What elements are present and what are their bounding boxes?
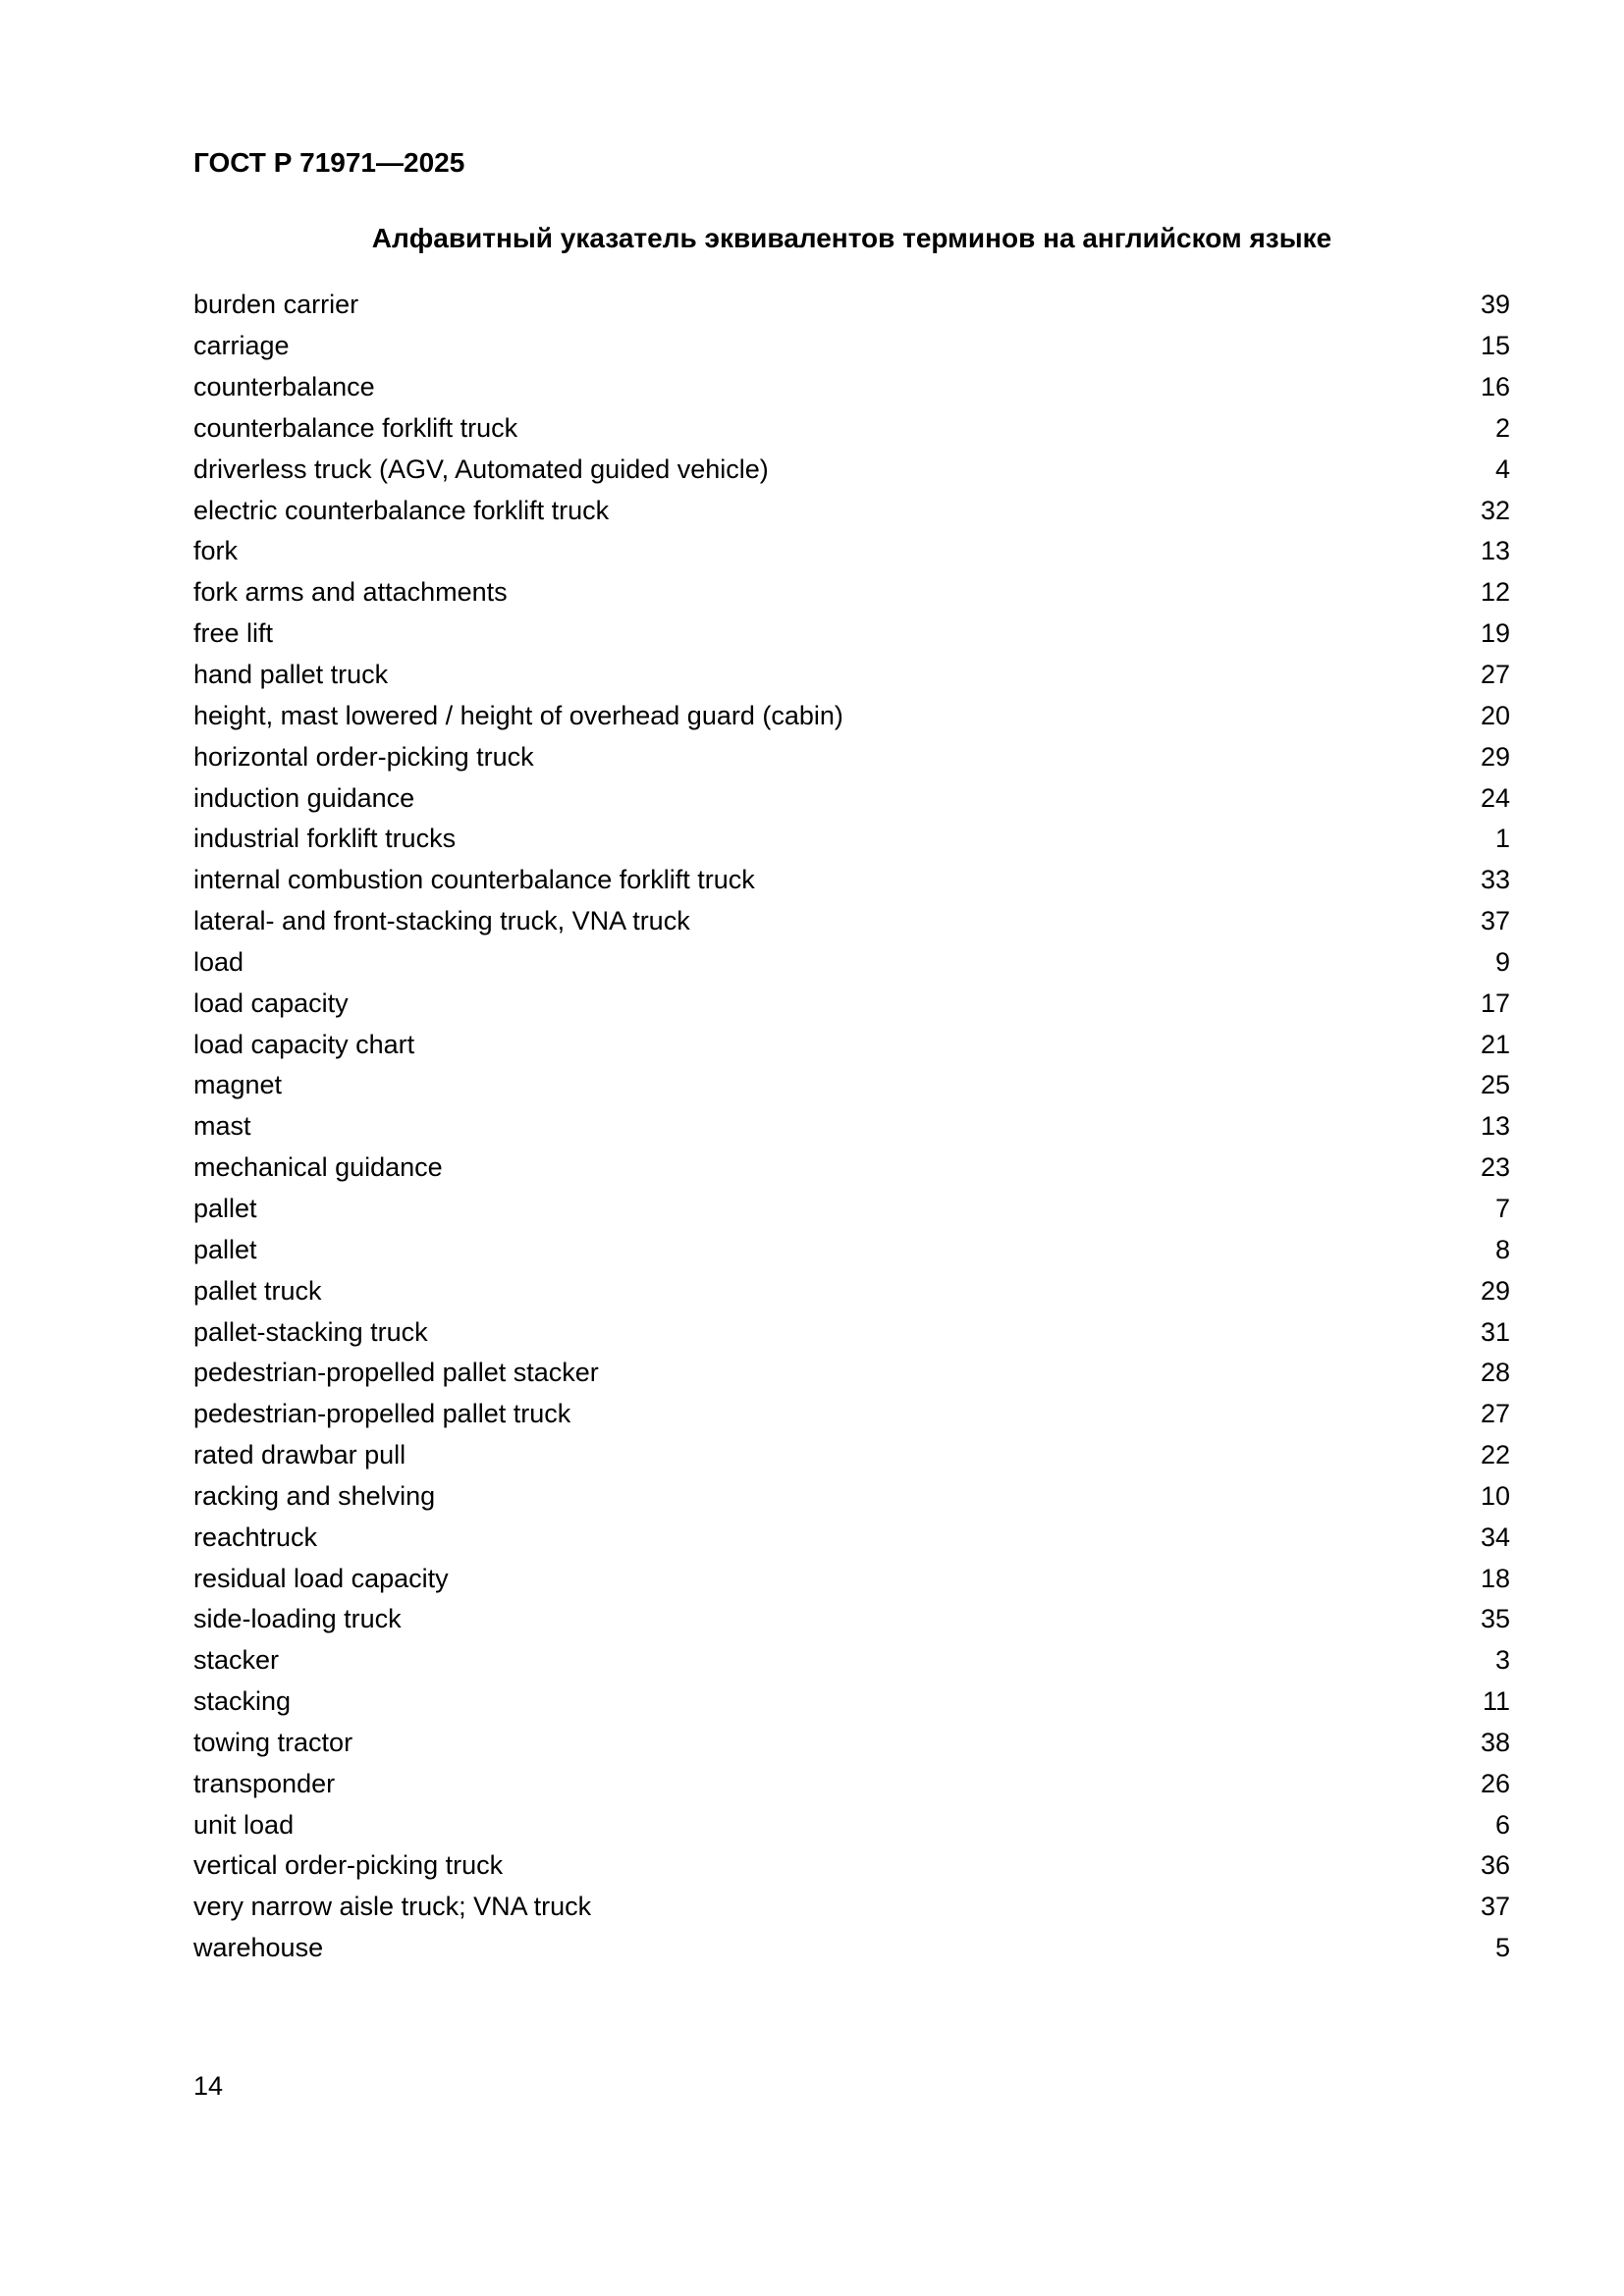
index-entry-row [193,655,1510,696]
index-term: racking and shelving [193,1480,436,1511]
index-page-number: 38 [1480,1727,1510,1757]
index-term: burden carrier [193,290,359,320]
index-page-number: 4 [1494,454,1510,484]
index-page-number: 36 [1480,1850,1510,1881]
index-term: side-loading truck [193,1604,402,1634]
index-entry-row [193,614,1510,655]
index-page-number: 29 [1480,1275,1510,1306]
index-entry-row [193,983,1510,1024]
index-term: unit load [193,1809,295,1840]
index-page-number: 27 [1480,660,1510,690]
index-page-number: 1 [1494,824,1510,854]
index-page-number: 35 [1480,1604,1510,1634]
index-entry-row [193,695,1510,736]
alphabetical-index-list [193,285,1510,1969]
index-entry-row [193,1599,1510,1640]
index-entry-row [193,572,1510,614]
index-entry-row [193,490,1510,531]
index-entry-row [193,1640,1510,1682]
index-entry-row [193,777,1510,819]
index-term: towing tractor [193,1727,353,1757]
index-page-number: 17 [1480,988,1510,1018]
index-term: internal combustion counterbalance forklift truck [193,865,755,895]
index-page-number: 13 [1480,1111,1510,1142]
index-term: mast [193,1111,251,1142]
page-number: 14 [193,2071,224,2101]
index-page-number: 18 [1480,1563,1510,1593]
index-page-number: 2 [1494,412,1510,443]
index-entry-row [193,408,1510,450]
index-term: horizontal order-picking truck [193,741,534,772]
index-entry-row [193,1394,1510,1435]
index-term: counterbalance [193,372,375,402]
index-page-number: 32 [1480,495,1510,525]
index-term: counterbalance forklift truck [193,412,518,443]
index-entry-row [193,326,1510,367]
index-entry-row [193,1763,1510,1804]
index-entry-row [193,1682,1510,1723]
index-page-number: 16 [1480,372,1510,402]
index-term: induction guidance [193,782,415,813]
index-entry-row [193,860,1510,901]
index-page-number: 37 [1480,906,1510,936]
index-page-number: 37 [1480,1892,1510,1922]
index-page-number: 25 [1480,1070,1510,1100]
index-page-number: 10 [1480,1480,1510,1511]
index-entry-row [193,942,1510,984]
index-entry-row [193,1189,1510,1230]
index-term: residual load capacity [193,1563,449,1593]
index-term: pallet truck [193,1275,322,1306]
index-term: transponder [193,1768,336,1798]
index-entry-row [193,901,1510,942]
index-entry-row [193,1804,1510,1845]
index-page-number: 9 [1494,946,1510,977]
index-entry-row [193,1723,1510,1764]
index-page-number: 31 [1480,1316,1510,1347]
index-term: pedestrian-propelled pallet stacker [193,1358,599,1388]
index-term: pallet [193,1193,257,1223]
index-term: industrial forklift trucks [193,824,457,854]
index-entry-row [193,736,1510,777]
index-page-number: 34 [1480,1522,1510,1552]
index-term: lateral- and front-stacking truck, VNA truck [193,906,690,936]
index-term: height, mast lowered / height of overhead guard (cabin) [193,700,843,730]
index-page-number: 22 [1480,1440,1510,1470]
index-page-number: 6 [1494,1809,1510,1840]
index-page-number: 13 [1480,536,1510,566]
index-entry-row [193,449,1510,490]
index-entry-row [193,1517,1510,1558]
index-term: carriage [193,331,290,361]
index-term: stacker [193,1645,280,1676]
index-page-number: 11 [1482,1686,1510,1717]
index-entry-row [193,1311,1510,1353]
index-page-number: 29 [1480,741,1510,772]
index-title: Алфавитный указатель эквивалентов терминов на английском языке [371,223,1332,253]
index-term: warehouse [193,1933,324,1963]
index-page-number: 39 [1480,290,1510,320]
document-number-header: ГОСТ Р 71971—2025 [193,147,465,178]
index-page-number: 15 [1480,331,1510,361]
index-entry-row [193,1148,1510,1189]
index-entry-row [193,1887,1510,1928]
index-entry-row [193,1065,1510,1106]
index-page-number: 23 [1480,1152,1510,1183]
index-term: magnet [193,1070,283,1100]
index-entry-row [193,531,1510,572]
index-page-number: 19 [1480,618,1510,649]
index-term: mechanical guidance [193,1152,443,1183]
index-entry-row [193,1475,1510,1517]
index-page-number: 20 [1480,700,1510,730]
index-entry-row [193,819,1510,860]
index-entry-row [193,1024,1510,1065]
index-entry-row [193,1229,1510,1270]
index-entry-row [193,367,1510,408]
index-entry-row [193,285,1510,326]
index-term: pedestrian-propelled pallet truck [193,1399,571,1429]
index-page-number: 12 [1480,577,1510,608]
index-page-number: 5 [1494,1933,1510,1963]
index-term: load capacity chart [193,1029,415,1059]
index-page-number: 7 [1494,1193,1510,1223]
index-term: stacking [193,1686,292,1717]
index-term: load capacity [193,988,349,1018]
index-term: fork arms and attachments [193,577,508,608]
index-term: rated drawbar pull [193,1440,406,1470]
index-term: free lift [193,618,274,649]
index-term: very narrow aisle truck; VNA truck [193,1892,592,1922]
index-entry-row [193,1353,1510,1394]
index-page-number: 24 [1480,782,1510,813]
index-term: electric counterbalance forklift truck [193,495,610,525]
index-term: pallet-stacking truck [193,1316,428,1347]
index-term: reachtruck [193,1522,318,1552]
index-entry-row [193,1270,1510,1311]
index-page-number: 27 [1480,1399,1510,1429]
index-page-number: 26 [1480,1768,1510,1798]
index-entry-row [193,1845,1510,1887]
index-page-number: 28 [1480,1358,1510,1388]
index-term: fork [193,536,239,566]
index-entry-row [193,1106,1510,1148]
index-term: pallet [193,1234,257,1264]
index-term: load [193,946,244,977]
index-page-number: 21 [1480,1029,1510,1059]
index-page-number: 3 [1494,1645,1510,1676]
index-page-number: 8 [1494,1234,1510,1264]
index-entry-row [193,1435,1510,1476]
index-term: vertical order-picking truck [193,1850,504,1881]
index-page-number: 33 [1480,865,1510,895]
index-term: driverless truck (AGV, Automated guided vehicle) [193,454,769,484]
index-entry-row [193,1558,1510,1599]
index-entry-row [193,1928,1510,1969]
index-term: hand pallet truck [193,660,389,690]
